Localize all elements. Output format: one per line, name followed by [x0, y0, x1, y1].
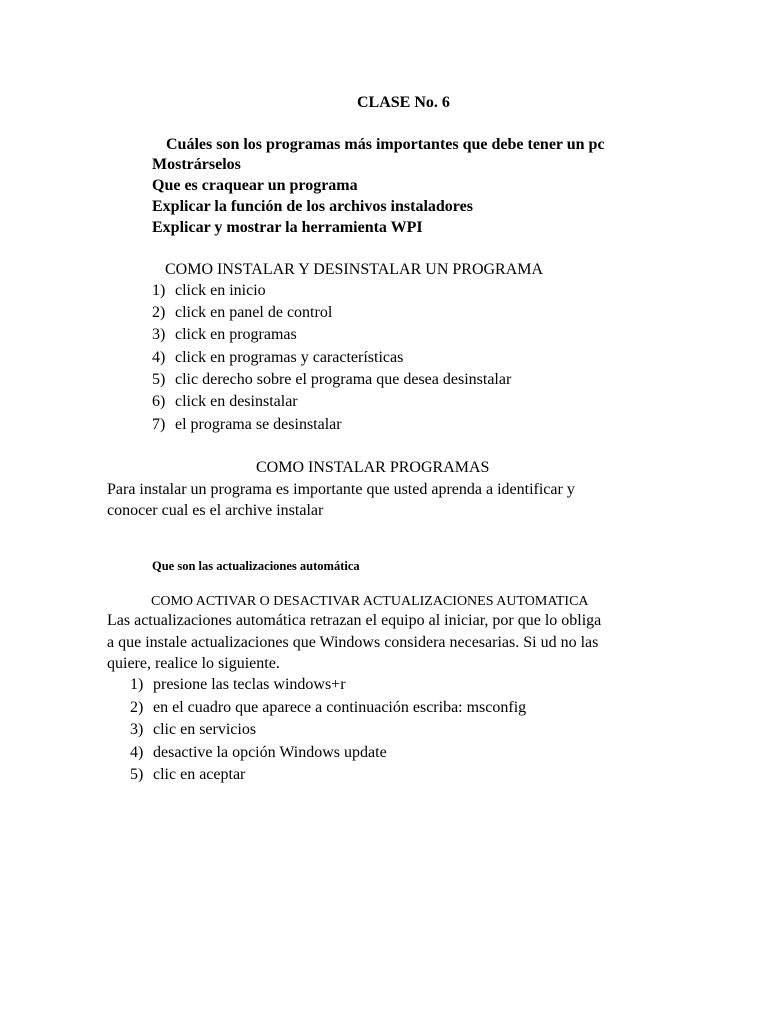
- list-item: en el cuadro que aparece a continuación escriba: msconfig: [153, 699, 527, 716]
- paragraph-line: quiere, realice lo siguiente.: [107, 655, 280, 672]
- question-item: Que es craquear un programa: [152, 177, 358, 194]
- paragraph-line: Para instalar un programa es importante que usted aprenda a identificar y: [107, 481, 575, 498]
- question-item: Mostrárselos: [152, 156, 241, 173]
- paragraph-line: a que instale actualizaciones que Windows considera necesarias. Si ud no las: [107, 634, 599, 651]
- question-item: Explicar la función de los archivos instaladores: [152, 198, 473, 215]
- section-heading-updates: COMO ACTIVAR O DESACTIVAR ACTUALIZACIONES AUTOMATICA: [151, 594, 589, 609]
- question-item: Explicar y mostrar la herramienta WPI: [152, 219, 423, 236]
- list-number: 2): [130, 699, 144, 716]
- question-item: Cuáles son los programas más importantes que debe tener un pc: [166, 136, 605, 153]
- list-item: clic derecho sobre el programa que desea desinstalar: [175, 371, 512, 388]
- paragraph-line: conocer cual es el archive instalar: [107, 502, 324, 519]
- question-heading: Que son las actualizaciones automática: [152, 559, 360, 573]
- list-number: 6): [152, 393, 166, 410]
- list-item: presione las teclas windows+r: [153, 676, 346, 693]
- list-number: 1): [152, 282, 166, 299]
- section-heading-install: COMO INSTALAR PROGRAMAS: [256, 459, 490, 476]
- list-number: 5): [130, 766, 144, 783]
- section-heading-install-uninstall: COMO INSTALAR Y DESINSTALAR UN PROGRAMA: [165, 261, 544, 278]
- list-item: click en desinstalar: [175, 393, 298, 410]
- list-item: click en programas y características: [175, 349, 404, 366]
- list-item: click en panel de control: [175, 304, 333, 321]
- list-number: 4): [130, 744, 144, 761]
- list-number: 1): [130, 676, 144, 693]
- list-item: click en programas: [175, 326, 297, 343]
- list-item: desactive la opción Windows update: [153, 744, 387, 761]
- list-item: click en inicio: [175, 282, 266, 299]
- list-number: 3): [152, 326, 166, 343]
- list-number: 5): [152, 371, 166, 388]
- page-title: CLASE No. 6: [357, 94, 450, 111]
- list-number: 7): [152, 416, 166, 433]
- list-number: 2): [152, 304, 166, 321]
- list-item: el programa se desinstalar: [175, 416, 342, 433]
- paragraph-line: Las actualizaciones automática retrazan el equipo al iniciar, por que lo obliga: [107, 612, 602, 629]
- list-item: clic en servicios: [153, 721, 257, 738]
- list-item: clic en aceptar: [153, 766, 246, 783]
- list-number: 3): [130, 721, 144, 738]
- list-number: 4): [152, 349, 166, 366]
